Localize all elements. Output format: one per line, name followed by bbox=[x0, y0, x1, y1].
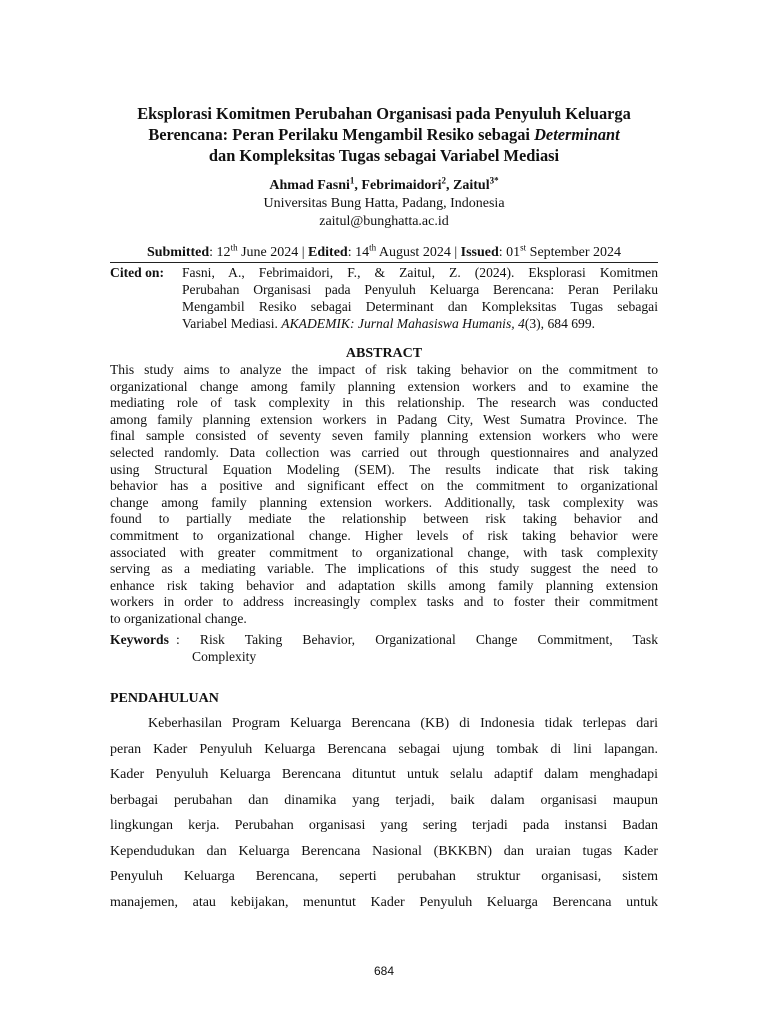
abstract-line: serving as a mediating variable. The implications of this study suggest the need to bbox=[110, 561, 658, 577]
abstract-line: to organizational change. bbox=[110, 610, 247, 626]
abstract-line: mediating role of task complexity in this relationship. The research was conducted bbox=[110, 395, 658, 411]
citation-line: Perubahan Organisasi pada Penyuluh Keluarga Berencana: Peran Perilaku bbox=[182, 282, 658, 297]
keywords-line: Complexity bbox=[192, 649, 257, 664]
page-number: 684 bbox=[373, 964, 395, 978]
abstract-text bbox=[110, 362, 658, 628]
edited-label: Edited bbox=[308, 245, 348, 260]
title-line-3: dan Kompleksitas Tugas sebagai Variabel Mediasi bbox=[208, 146, 560, 165]
body-line: berbagai perubahan dan dinamika yang terjadi, baik dalam organisasi maupun bbox=[110, 792, 658, 808]
abstract-line: associated with greater commitment to organizational change, with task complexity bbox=[110, 544, 658, 560]
abstract-line: organizational change among family planning extension workers and to examine the bbox=[110, 378, 658, 394]
abstract-line: This study aims to analyze the impact of risk taking behavior on the commitment to bbox=[110, 362, 658, 377]
author-2: Febrimaidori bbox=[361, 178, 442, 193]
body-line: Kader Penyuluh Keluarga Berencana dituntut untuk selalu adaptif dalam menghadapi bbox=[110, 767, 658, 782]
citation-line: Mengambil Resiko sebagai Determinant dan Kompleksitas Tugas sebagai bbox=[182, 299, 658, 314]
keywords-label: Keywords bbox=[110, 632, 169, 647]
abstract-line: behavior has a positive and significant effect on the commitment to organizational bbox=[110, 478, 658, 494]
author-3: Zaitul bbox=[453, 178, 490, 193]
title-line-1: Eksplorasi Komitmen Perubahan Organisasi pada Penyuluh Keluarga bbox=[137, 104, 631, 123]
body-line: Penyuluh Keluarga Berencana, seperti perubahan struktur organisasi, sistem bbox=[110, 869, 658, 884]
author-block bbox=[110, 177, 658, 231]
abstract-line: commitment to organizational change. Higher levels of risk taking behavior were bbox=[110, 527, 658, 543]
author-1: Ahmad Fasni bbox=[269, 178, 350, 193]
abstract-line: workers in order to address increasingly complex tasks and to foster their commitment bbox=[110, 594, 658, 610]
citation-line: Fasni, A., Febrimaidori, F., & Zaitul, Z. (2024). Eksplorasi Komitmen bbox=[182, 265, 658, 280]
title-italic-term: Determinant bbox=[534, 125, 620, 144]
body-line: manajemen, atau kebijakan, menuntut Kader Penyuluh Keluarga Berencana untuk bbox=[110, 894, 658, 910]
body-line: Kependudukan dan Keluarga Berencana Nasional (BKKBN) dan uraian tugas Kader bbox=[110, 843, 658, 859]
abstract-line: final sample consisted of seventy seven family planning extension workers who were bbox=[110, 428, 658, 444]
affiliation: Universitas Bung Hatta, Padang, Indonesia bbox=[263, 196, 505, 211]
divider-rule bbox=[110, 262, 658, 263]
author-email: zaitul@bunghatta.ac.id bbox=[319, 214, 449, 229]
paper-title bbox=[110, 103, 658, 166]
keywords-text bbox=[176, 631, 658, 665]
body-line: peran Kader Penyuluh Keluarga Berencana sebagai ujung tombak di lini lapangan. bbox=[110, 741, 658, 757]
abstract-heading: ABSTRACT bbox=[345, 346, 423, 361]
cited-label: Cited on: bbox=[110, 265, 164, 280]
abstract-line: change among family planning extension workers. Additionally, task complexity was bbox=[110, 494, 658, 510]
abstract-line: found to partially mediate the relationship between risk taking behavior and bbox=[110, 511, 658, 527]
body-line: lingkungan kerja. Perubahan organisasi yang sering terjadi pada instansi Badan bbox=[110, 818, 658, 833]
title-line-2: Berencana: Peran Perilaku Mengambil Resiko sebagai Determinant bbox=[148, 125, 620, 144]
citation-text bbox=[182, 264, 658, 332]
issued-label: Issued bbox=[460, 245, 499, 260]
publication-dates: Submitted: 12th June 2024 | Edited: 14th August 2024 | Issued: 01st September 2024 bbox=[146, 242, 622, 260]
body-line: Keberhasilan Program Keluarga Berencana (KB) di Indonesia tidak terlepas dari bbox=[148, 716, 658, 731]
abstract-line: using Structural Equation Modeling (SEM). The results indicate that risk taking bbox=[110, 461, 658, 477]
abstract-line: selected randomly. Data collection was carried out through questionnaires and analyzed bbox=[110, 444, 658, 460]
journal-name: AKADEMIK: Jurnal Mahasiswa Humanis, 4 bbox=[281, 316, 525, 331]
author-names: Ahmad Fasni$^1$, Febrimaidori$^2$, Zaitul$^{3*}$ bbox=[269, 175, 499, 193]
submitted-label: Submitted bbox=[146, 245, 210, 260]
abstract-line: enhance risk taking behavior and adaptation skills among family planning extension bbox=[110, 577, 658, 593]
body-text bbox=[110, 711, 658, 915]
keywords-line: : Risk Taking Behavior, Organizational Change Commitment, Task bbox=[176, 632, 658, 647]
abstract-line: among family planning extension workers in Padang City, West Sumatra Province. The bbox=[110, 411, 658, 427]
section-heading: PENDAHULUAN bbox=[110, 691, 219, 706]
citation-line: Variabel Mediasi. AKADEMIK: Jurnal Mahasiswa Humanis, 4(3), 684 699. bbox=[182, 316, 596, 331]
